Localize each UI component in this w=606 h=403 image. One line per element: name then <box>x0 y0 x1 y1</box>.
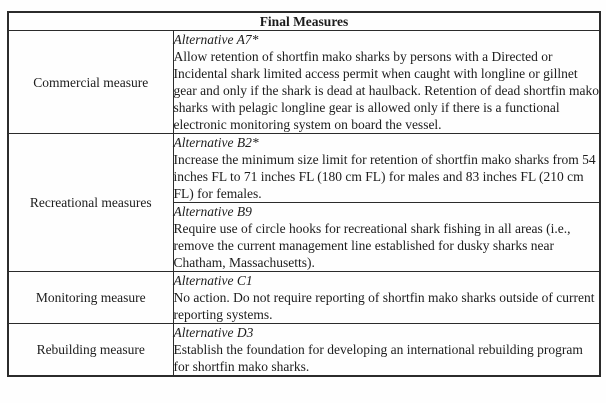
table-row <box>8 324 600 377</box>
alternative-text: Require use of circle hooks for recreational shark fishing in all areas (i.e., remove the current management line established for dusky sharks near Chatham, Massachusetts). <box>173 221 571 270</box>
table-row <box>8 272 600 324</box>
table-title: Final Measures <box>8 12 600 31</box>
alternative-label: Alternative B2* <box>173 135 259 150</box>
measure-cell-rebuilding: Rebuilding measure <box>8 324 173 377</box>
alternative-cell-d3 <box>173 324 600 377</box>
alternative-text: Allow retention of shortfin mako sharks by persons with a Directed or Incidental shark limited access permit when caught with longline or gillnet gear and only if the shark is dead at haulback. Retention of dead shortfin mako sharks with pelagic longline gear is allowed only if there is a functional electronic monitoring system on board the vessel. <box>173 49 599 132</box>
measure-cell-monitoring: Monitoring measure <box>8 272 173 324</box>
measure-cell-recreational: Recreational measures <box>8 134 173 272</box>
alternative-label: Alternative A7* <box>173 32 259 47</box>
alternative-text: Establish the foundation for developing an international rebuilding program for shortfin mako sharks. <box>173 342 583 374</box>
table-row <box>8 134 600 203</box>
table-row <box>8 31 600 134</box>
measure-cell-commercial: Commercial measure <box>8 31 173 134</box>
alternative-cell-a7 <box>173 31 600 134</box>
alternative-cell-c1 <box>173 272 600 324</box>
alternative-cell-b2 <box>173 134 600 203</box>
table-header-row <box>8 12 600 31</box>
alternative-label: Alternative B9 <box>173 204 252 219</box>
alternative-label: Alternative C1 <box>173 273 253 288</box>
alternative-text: Increase the minimum size limit for retention of shortfin mako sharks from 54 inches FL to 71 inches FL (180 cm FL) for males and 83 inches FL (210 cm FL) for females. <box>173 152 596 201</box>
final-measures-table <box>7 11 601 377</box>
alternative-label: Alternative D3 <box>173 325 254 340</box>
alternative-text: No action. Do not require reporting of shortfin mako sharks outside of current reporting systems. <box>173 290 595 322</box>
alternative-cell-b9 <box>173 203 600 272</box>
